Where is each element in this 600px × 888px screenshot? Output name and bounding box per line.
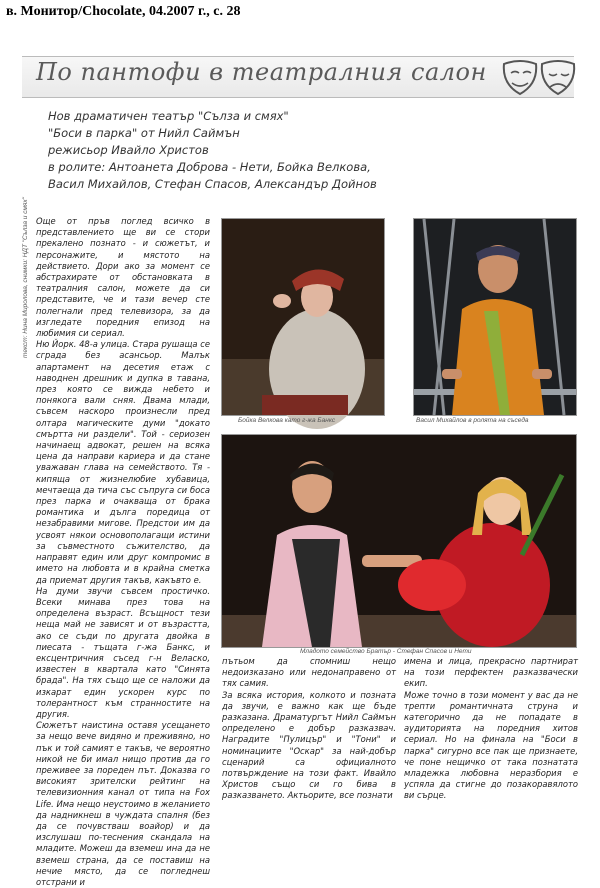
photo-credit-vertical: текст: Нина Миролова, снимки: НДТ "Сълза и смях": [22, 197, 29, 358]
article-column-2: [222, 656, 396, 801]
photo-neighbour: [413, 218, 577, 416]
credit-line-cast-cont: Васил Михайлов, Стефан Спасов, Александър Дойнов: [48, 177, 377, 191]
article-column-3: [404, 656, 578, 801]
theater-masks-icon: [498, 58, 582, 98]
paragraph: На думи звучи съвсем простичко. Всеки минава през това на определена възраст. Всъщност тези неща май не зависят и от възрастта, ако се съди по другата двойка в пиесата - тъщата г-жа Банкс, и ексцентричния съсед г-н Веласко, известен в квартала като "Синята брада". На тях също ще се наложи да изкарат един ускорен курс по толерантност към странностите на другия.: [36, 585, 210, 719]
caption-photo-3: Младото семейство Братър - Стефан Спасов и Нети: [300, 648, 472, 655]
credit-line-director: режисьор Ивайло Христов: [48, 143, 209, 157]
paragraph: Сюжетът наистина оставя усещането за нещо вече видяно и преживяно, но пък и той самият е такъв, че вероятно никой не би имал нищо против да го преживее за пореден път. Доказва го високият зрителски рейтинг на телевизионния канал от типа на Fox Life. Има нещо неустоимо в желанието да надникнеш в чуждата спалня (без да се почувстваш воайор) и да изслушаш по-теснения скандала на младите. Можеш да вземеш ина да не вземеш страна, да се поставиш на нечие място, да се погледнеш отстрани и: [36, 720, 210, 887]
credit-line-play: "Боси в парка" от Нийл Саймън: [48, 126, 240, 140]
article-title: По пантофи в театралния салон: [36, 58, 487, 86]
article-column-1: [36, 216, 210, 887]
paragraph: имена и лица, прекрасно партнират на този перфектен разказвачески екип.: [404, 656, 578, 689]
paragraph: За всяка история, колкото и позната да звучи, е важно как ще бъде разказана. Драматургът Нийл Саймън определено е добър разказвач. Наградите "Пулицър" и "Тони" и номинациите "Оскар" за най-добър сценарий са официалното потвърждение на този факт. Ивайло Христов също си го бива в разказването. Актьорите, все познати: [222, 689, 396, 801]
credit-line-theatre: Нов драматичен театър "Сълза и смях": [48, 109, 289, 123]
credit-line-cast: в ролите: Антоанета Доброва - Нети, Бойка Велкова,: [48, 160, 371, 174]
paragraph: пътьом да спомниш нещо недоизказано или недонаправено от тях самия.: [222, 656, 396, 689]
source-line: в. Монитор/Chocolate, 04.2007 г., с. 28: [6, 4, 241, 19]
paragraph: Може точно в този момент у вас да не трепти романтичната струна и категорично да не попадате в аудиторията на поредния хитов сериал. Но на финала на "Боси в парка" сигурно все пак ще признаете, че поне нещичко от така познатата младежка любовна неразбория е успяла да стигне до позакоравялото ви сърце.: [404, 689, 578, 801]
caption-photo-2: Васил Михайлов в ролята на съседа: [416, 417, 529, 424]
photo-young-couple: [221, 434, 577, 648]
caption-photo-1: Бойка Велкова като г-жа Банкс: [238, 417, 336, 424]
paragraph: Ню Йорк. 48-а улица. Стара рушаща се сграда без асансьор. Малък апартамент на десетия етаж с наводнен дрешник и дупка в тавана, през която се вижда небето и понякога вали сняя. Двама млади, съвсем наскоро произнесли пред олтара магическите думи "докато смъртта ни раздели". Той - сериозен начинаещ адвокат, решен на всяка цена да направи кариера и да стане уважаван глава на семейството. Тя - кипяща от жизнелюбие хубавица, мечтаеща да тича със съпруга си боса през парка и очакваща от брака романтика и дълга поредица от незабравими мигове. Предстои им да усвоят някои основополагащи истини за съвместното съжителство, да направят един или друг компромис в името на любовта и в крайна сметка да приемат другия такъв, какъвто е.: [36, 339, 210, 585]
photo-mrs-banks: [221, 218, 385, 416]
paragraph: Още от пръв поглед всичко в представлението ще ви се стори прекалено познато - и сюжетът, и персонажите, и мястото на действието. Дори ако за момент се абстрахирате от обстановката в театралния салон, можете да си представите, че и тази вечер сте полегнали пред телевизора, за да изгледате поредния епизод на любимия си сериал.: [36, 216, 210, 339]
